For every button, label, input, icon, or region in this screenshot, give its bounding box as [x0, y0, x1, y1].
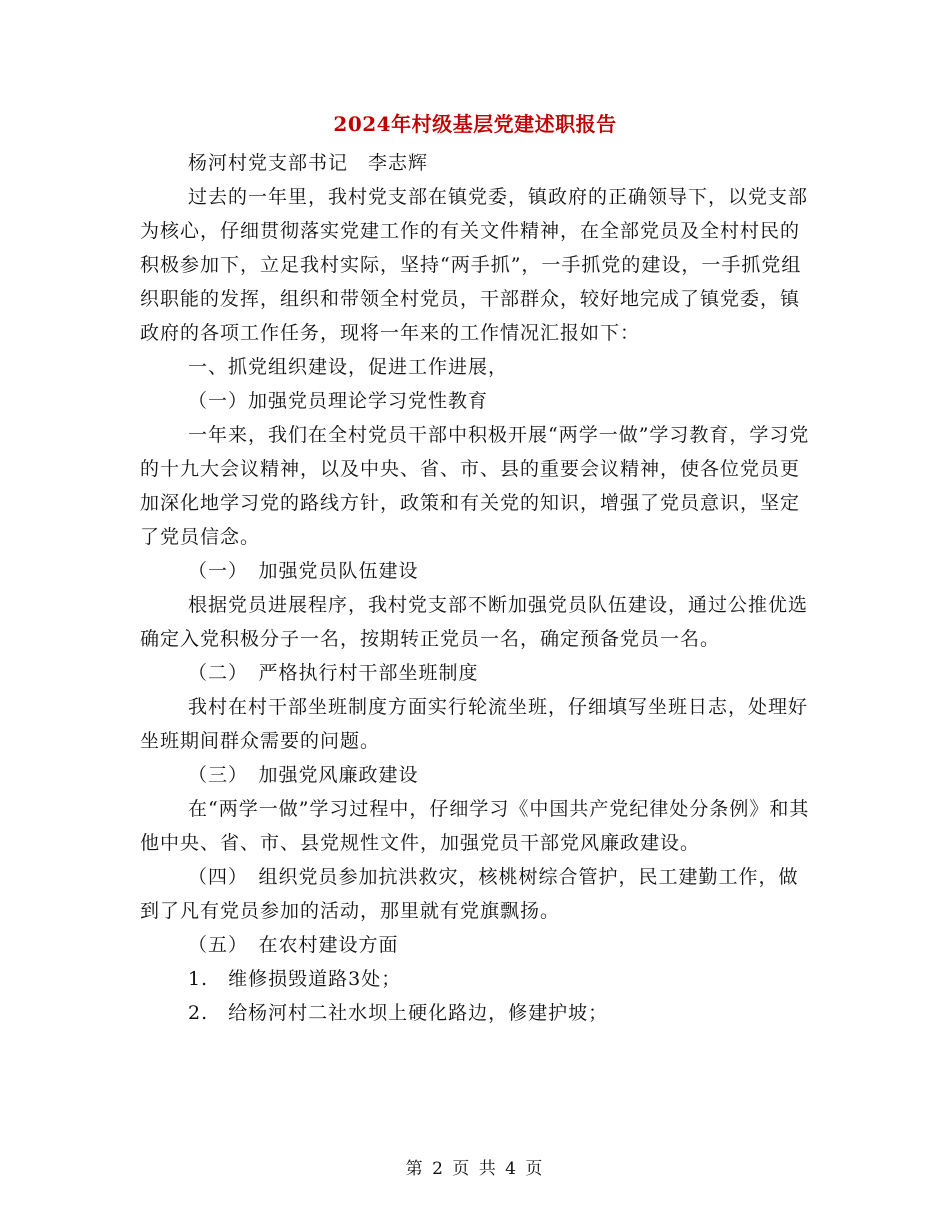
subsection-heading-duty: （二） 严格执行村干部坐班制度 — [188, 662, 479, 684]
subsection-heading-team: （一） 加强党员队伍建设 — [188, 560, 419, 582]
flood-relief-paragraph: （四） 组织党员参加抗洪救灾，核桃树综合管护，民工建勤工作，做到了凡有党员参加的活动，那里就有党旗飘扬。 — [140, 866, 799, 922]
section-heading-1: 一、抓党组织建设，促进工作进展， — [188, 356, 509, 378]
theory-paragraph: 一年来，我们在全村党员干部中积极开展“两学一做”学习教育，学习党的十九大会议精神，以及中央、省、市、县的重要会议精神，使各位党员更加深化地学习党的路线方针，政策和有关党的知识，增强了党员意识，坚定了党员信念。 — [140, 424, 810, 548]
author-line: 杨河村党支部书记 李志辉 — [188, 152, 429, 174]
subsection-heading-integrity: （三） 加强党风廉政建设 — [188, 764, 419, 786]
duty-paragraph: 我村在村干部坐班制度方面实行轮流坐班，仔细填写坐班日志，处理好坐班期间群众需要的问题。 — [140, 696, 809, 752]
subsection-heading-rural: （五） 在农村建设方面 — [188, 934, 399, 956]
page-number: 第 2 页 共 4 页 — [405, 1159, 545, 1179]
list-item-dam: 2. 给杨河村二社水坝上硬化路边，修建护坡； — [188, 1002, 609, 1024]
subsection-heading-theory: （一）加强党员理论学习党性教育 — [188, 390, 489, 412]
list-item-roads: 1. 维修损毁道路3处； — [188, 968, 402, 990]
document-title: 2024年村级基层党建述职报告 — [333, 112, 617, 136]
document-body — [140, 146, 810, 1030]
team-paragraph: 根据党员进展程序，我村党支部不断加强党员队伍建设，通过公推优选确定入党积极分子一名，按期转正党员一名，确定预备党员一名。 — [140, 594, 809, 650]
integrity-paragraph: 在“两学一做”学习过程中，仔细学习《中国共产党纪律处分条例》和其他中央、省、市、县党规性文件，加强党员干部党风廉政建设。 — [140, 798, 810, 854]
intro-paragraph: 过去的一年里，我村党支部在镇党委，镇政府的正确领导下，以党支部为核心，仔细贯彻落实党建工作的有关文件精神，在全部党员及全村村民的积极参加下，立足我村实际，坚持“两手抓”，一手抓党的建设，一手抓党组织职能的发挥，组织和带领全村党员，干部群众，较好地完成了镇党委，镇政府的各项工作任务，现将一年来的工作情况汇报如下： — [140, 186, 809, 344]
